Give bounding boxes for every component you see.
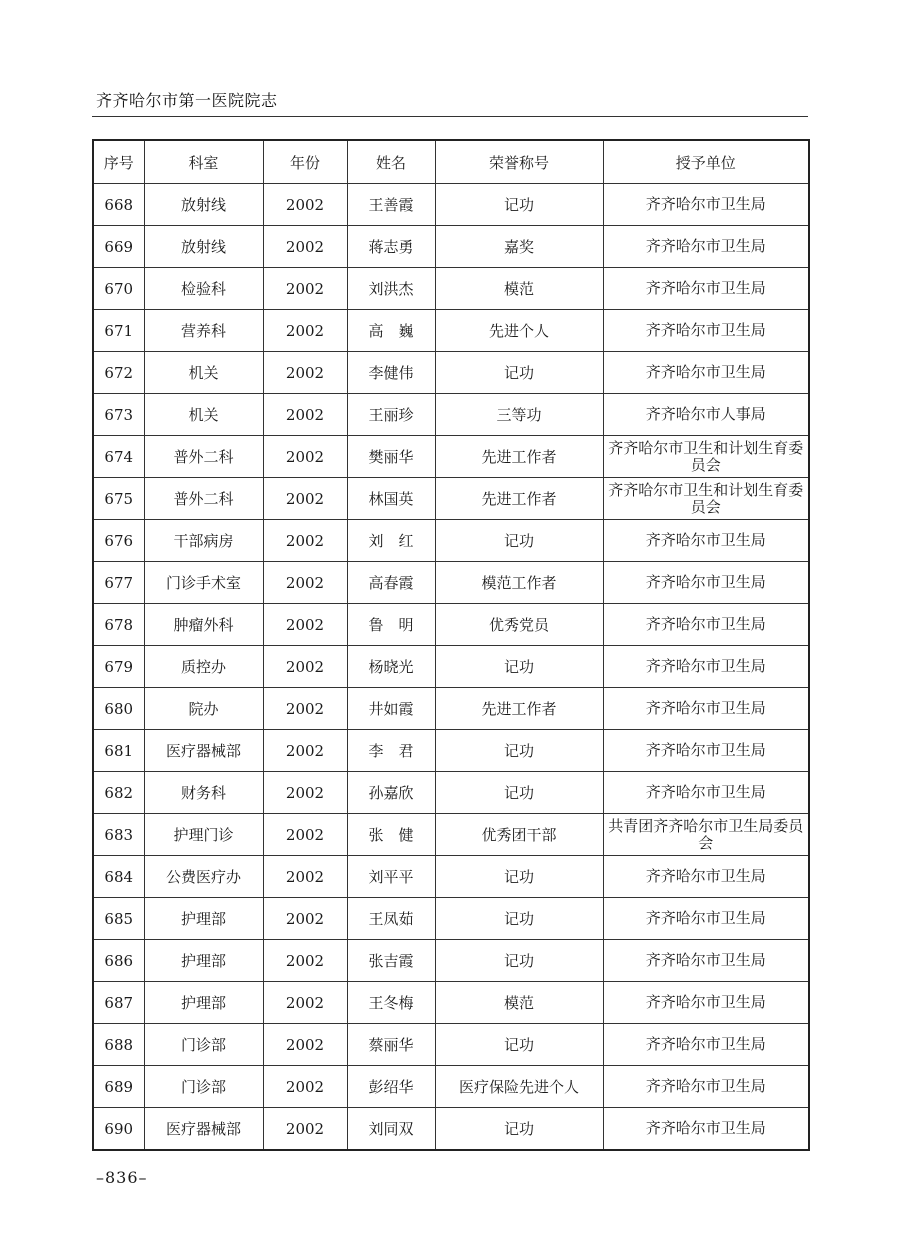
table-row — [93, 772, 809, 814]
cell-name: 林国英 — [347, 478, 435, 520]
table-row — [93, 394, 809, 436]
cell-department: 护理部 — [144, 982, 263, 1024]
table-row — [93, 940, 809, 982]
cell-name: 李 君 — [347, 730, 435, 772]
header-rule — [92, 116, 808, 117]
cell-awarding-unit: 齐齐哈尔市卫生和计划生育委员会 — [603, 436, 809, 478]
cell-department: 干部病房 — [144, 520, 263, 562]
cell-honor: 医疗保险先进个人 — [435, 1066, 603, 1108]
cell-department: 质控办 — [144, 646, 263, 688]
column-header-awarding-unit: 授予单位 — [603, 140, 809, 184]
cell-index: 690 — [93, 1108, 144, 1151]
cell-awarding-unit: 齐齐哈尔市卫生局 — [603, 604, 809, 646]
cell-name: 张 健 — [347, 814, 435, 856]
table-row — [93, 436, 809, 478]
cell-honor: 记功 — [435, 730, 603, 772]
cell-index: 671 — [93, 310, 144, 352]
table-row — [93, 478, 809, 520]
cell-department: 门诊部 — [144, 1066, 263, 1108]
table-row — [93, 1066, 809, 1108]
cell-index: 677 — [93, 562, 144, 604]
cell-department: 公费医疗办 — [144, 856, 263, 898]
cell-awarding-unit: 共青团齐齐哈尔市卫生局委员会 — [603, 814, 809, 856]
cell-name: 王冬梅 — [347, 982, 435, 1024]
cell-honor: 记功 — [435, 856, 603, 898]
table-row — [93, 226, 809, 268]
table-row — [93, 352, 809, 394]
table-row — [93, 982, 809, 1024]
table-row — [93, 730, 809, 772]
table-row — [93, 1108, 809, 1151]
cell-awarding-unit: 齐齐哈尔市卫生局 — [603, 772, 809, 814]
cell-honor: 先进工作者 — [435, 436, 603, 478]
running-head-title: 齐齐哈尔市第一医院院志 — [96, 91, 278, 110]
table-row — [93, 562, 809, 604]
cell-index: 679 — [93, 646, 144, 688]
cell-name: 樊丽华 — [347, 436, 435, 478]
cell-year: 2002 — [263, 814, 347, 856]
cell-honor: 嘉奖 — [435, 226, 603, 268]
cell-awarding-unit: 齐齐哈尔市卫生局 — [603, 226, 809, 268]
cell-honor: 三等功 — [435, 394, 603, 436]
cell-department: 医疗器械部 — [144, 730, 263, 772]
cell-department: 护理部 — [144, 898, 263, 940]
cell-department: 护理门诊 — [144, 814, 263, 856]
cell-honor: 先进工作者 — [435, 688, 603, 730]
cell-department: 门诊手术室 — [144, 562, 263, 604]
column-header-index: 序号 — [93, 140, 144, 184]
cell-name: 蒋志勇 — [347, 226, 435, 268]
cell-year: 2002 — [263, 730, 347, 772]
cell-name: 孙嘉欣 — [347, 772, 435, 814]
cell-awarding-unit: 齐齐哈尔市卫生局 — [603, 898, 809, 940]
table-row — [93, 1024, 809, 1066]
cell-name: 刘洪杰 — [347, 268, 435, 310]
cell-year: 2002 — [263, 898, 347, 940]
cell-year: 2002 — [263, 226, 347, 268]
cell-year: 2002 — [263, 478, 347, 520]
cell-index: 676 — [93, 520, 144, 562]
cell-awarding-unit: 齐齐哈尔市卫生局 — [603, 1024, 809, 1066]
cell-honor: 优秀党员 — [435, 604, 603, 646]
cell-index: 678 — [93, 604, 144, 646]
cell-year: 2002 — [263, 688, 347, 730]
cell-name: 张吉霞 — [347, 940, 435, 982]
cell-awarding-unit: 齐齐哈尔市卫生局 — [603, 562, 809, 604]
cell-index: 674 — [93, 436, 144, 478]
cell-year: 2002 — [263, 352, 347, 394]
cell-honor: 模范工作者 — [435, 562, 603, 604]
cell-department: 机关 — [144, 352, 263, 394]
cell-year: 2002 — [263, 310, 347, 352]
cell-department: 营养科 — [144, 310, 263, 352]
table-row — [93, 898, 809, 940]
cell-awarding-unit: 齐齐哈尔市卫生局 — [603, 940, 809, 982]
table-row — [93, 268, 809, 310]
cell-name: 李健伟 — [347, 352, 435, 394]
cell-awarding-unit: 齐齐哈尔市卫生局 — [603, 1066, 809, 1108]
cell-honor: 记功 — [435, 940, 603, 982]
cell-year: 2002 — [263, 562, 347, 604]
cell-awarding-unit: 齐齐哈尔市人事局 — [603, 394, 809, 436]
table-row — [93, 646, 809, 688]
cell-awarding-unit: 齐齐哈尔市卫生局 — [603, 268, 809, 310]
cell-department: 普外二科 — [144, 436, 263, 478]
cell-index: 689 — [93, 1066, 144, 1108]
cell-honor: 记功 — [435, 520, 603, 562]
cell-name: 王善霞 — [347, 184, 435, 226]
cell-awarding-unit: 齐齐哈尔市卫生局 — [603, 520, 809, 562]
cell-department: 普外二科 — [144, 478, 263, 520]
cell-honor: 先进个人 — [435, 310, 603, 352]
cell-name: 刘平平 — [347, 856, 435, 898]
cell-department: 放射线 — [144, 226, 263, 268]
cell-honor: 记功 — [435, 184, 603, 226]
cell-name: 蔡丽华 — [347, 1024, 435, 1066]
cell-year: 2002 — [263, 772, 347, 814]
cell-year: 2002 — [263, 394, 347, 436]
cell-honor: 记功 — [435, 1108, 603, 1151]
cell-index: 675 — [93, 478, 144, 520]
column-header-year: 年份 — [263, 140, 347, 184]
table-body — [93, 184, 809, 1151]
cell-name: 彭绍华 — [347, 1066, 435, 1108]
cell-department: 放射线 — [144, 184, 263, 226]
table-row — [93, 814, 809, 856]
cell-name: 高 巍 — [347, 310, 435, 352]
cell-name: 井如霞 — [347, 688, 435, 730]
cell-department: 医疗器械部 — [144, 1108, 263, 1151]
cell-awarding-unit: 齐齐哈尔市卫生局 — [603, 352, 809, 394]
cell-honor: 记功 — [435, 898, 603, 940]
cell-year: 2002 — [263, 1108, 347, 1151]
cell-year: 2002 — [263, 436, 347, 478]
cell-honor: 先进工作者 — [435, 478, 603, 520]
cell-awarding-unit: 齐齐哈尔市卫生局 — [603, 310, 809, 352]
column-header-name: 姓名 — [347, 140, 435, 184]
cell-awarding-unit: 齐齐哈尔市卫生局 — [603, 646, 809, 688]
cell-department: 机关 — [144, 394, 263, 436]
cell-honor: 记功 — [435, 772, 603, 814]
cell-index: 688 — [93, 1024, 144, 1066]
table-row — [93, 184, 809, 226]
cell-name: 杨晓光 — [347, 646, 435, 688]
cell-index: 681 — [93, 730, 144, 772]
cell-index: 684 — [93, 856, 144, 898]
cell-name: 王丽珍 — [347, 394, 435, 436]
cell-honor: 记功 — [435, 1024, 603, 1066]
cell-honor: 记功 — [435, 352, 603, 394]
cell-department: 护理部 — [144, 940, 263, 982]
cell-year: 2002 — [263, 856, 347, 898]
cell-name: 刘 红 — [347, 520, 435, 562]
cell-honor: 模范 — [435, 982, 603, 1024]
cell-index: 686 — [93, 940, 144, 982]
cell-awarding-unit: 齐齐哈尔市卫生局 — [603, 856, 809, 898]
cell-index: 683 — [93, 814, 144, 856]
cell-index: 668 — [93, 184, 144, 226]
cell-index: 687 — [93, 982, 144, 1024]
cell-department: 检验科 — [144, 268, 263, 310]
table-header-row — [93, 140, 809, 184]
cell-index: 669 — [93, 226, 144, 268]
cell-index: 670 — [93, 268, 144, 310]
cell-year: 2002 — [263, 520, 347, 562]
column-header-honor: 荣誉称号 — [435, 140, 603, 184]
cell-name: 王凤茹 — [347, 898, 435, 940]
cell-year: 2002 — [263, 1024, 347, 1066]
cell-year: 2002 — [263, 646, 347, 688]
cell-awarding-unit: 齐齐哈尔市卫生局 — [603, 184, 809, 226]
cell-index: 685 — [93, 898, 144, 940]
column-header-department: 科室 — [144, 140, 263, 184]
cell-year: 2002 — [263, 604, 347, 646]
cell-awarding-unit: 齐齐哈尔市卫生局 — [603, 1108, 809, 1151]
cell-awarding-unit: 齐齐哈尔市卫生局 — [603, 730, 809, 772]
cell-name: 刘同双 — [347, 1108, 435, 1151]
cell-honor: 模范 — [435, 268, 603, 310]
cell-index: 682 — [93, 772, 144, 814]
cell-department: 门诊部 — [144, 1024, 263, 1066]
page-number: –836– — [96, 1168, 148, 1187]
cell-honor: 优秀团干部 — [435, 814, 603, 856]
cell-department: 财务科 — [144, 772, 263, 814]
cell-name: 鲁 明 — [347, 604, 435, 646]
cell-year: 2002 — [263, 268, 347, 310]
cell-awarding-unit: 齐齐哈尔市卫生局 — [603, 688, 809, 730]
cell-year: 2002 — [263, 940, 347, 982]
cell-department: 肿瘤外科 — [144, 604, 263, 646]
cell-year: 2002 — [263, 982, 347, 1024]
cell-honor: 记功 — [435, 646, 603, 688]
table-row — [93, 310, 809, 352]
cell-department: 院办 — [144, 688, 263, 730]
cell-index: 680 — [93, 688, 144, 730]
cell-name: 高春霞 — [347, 562, 435, 604]
table-row — [93, 520, 809, 562]
cell-index: 672 — [93, 352, 144, 394]
table-row — [93, 688, 809, 730]
cell-awarding-unit: 齐齐哈尔市卫生局 — [603, 982, 809, 1024]
cell-year: 2002 — [263, 184, 347, 226]
cell-awarding-unit: 齐齐哈尔市卫生和计划生育委员会 — [603, 478, 809, 520]
table-row — [93, 856, 809, 898]
cell-index: 673 — [93, 394, 144, 436]
honors-table — [92, 139, 810, 1151]
table-row — [93, 604, 809, 646]
cell-year: 2002 — [263, 1066, 347, 1108]
